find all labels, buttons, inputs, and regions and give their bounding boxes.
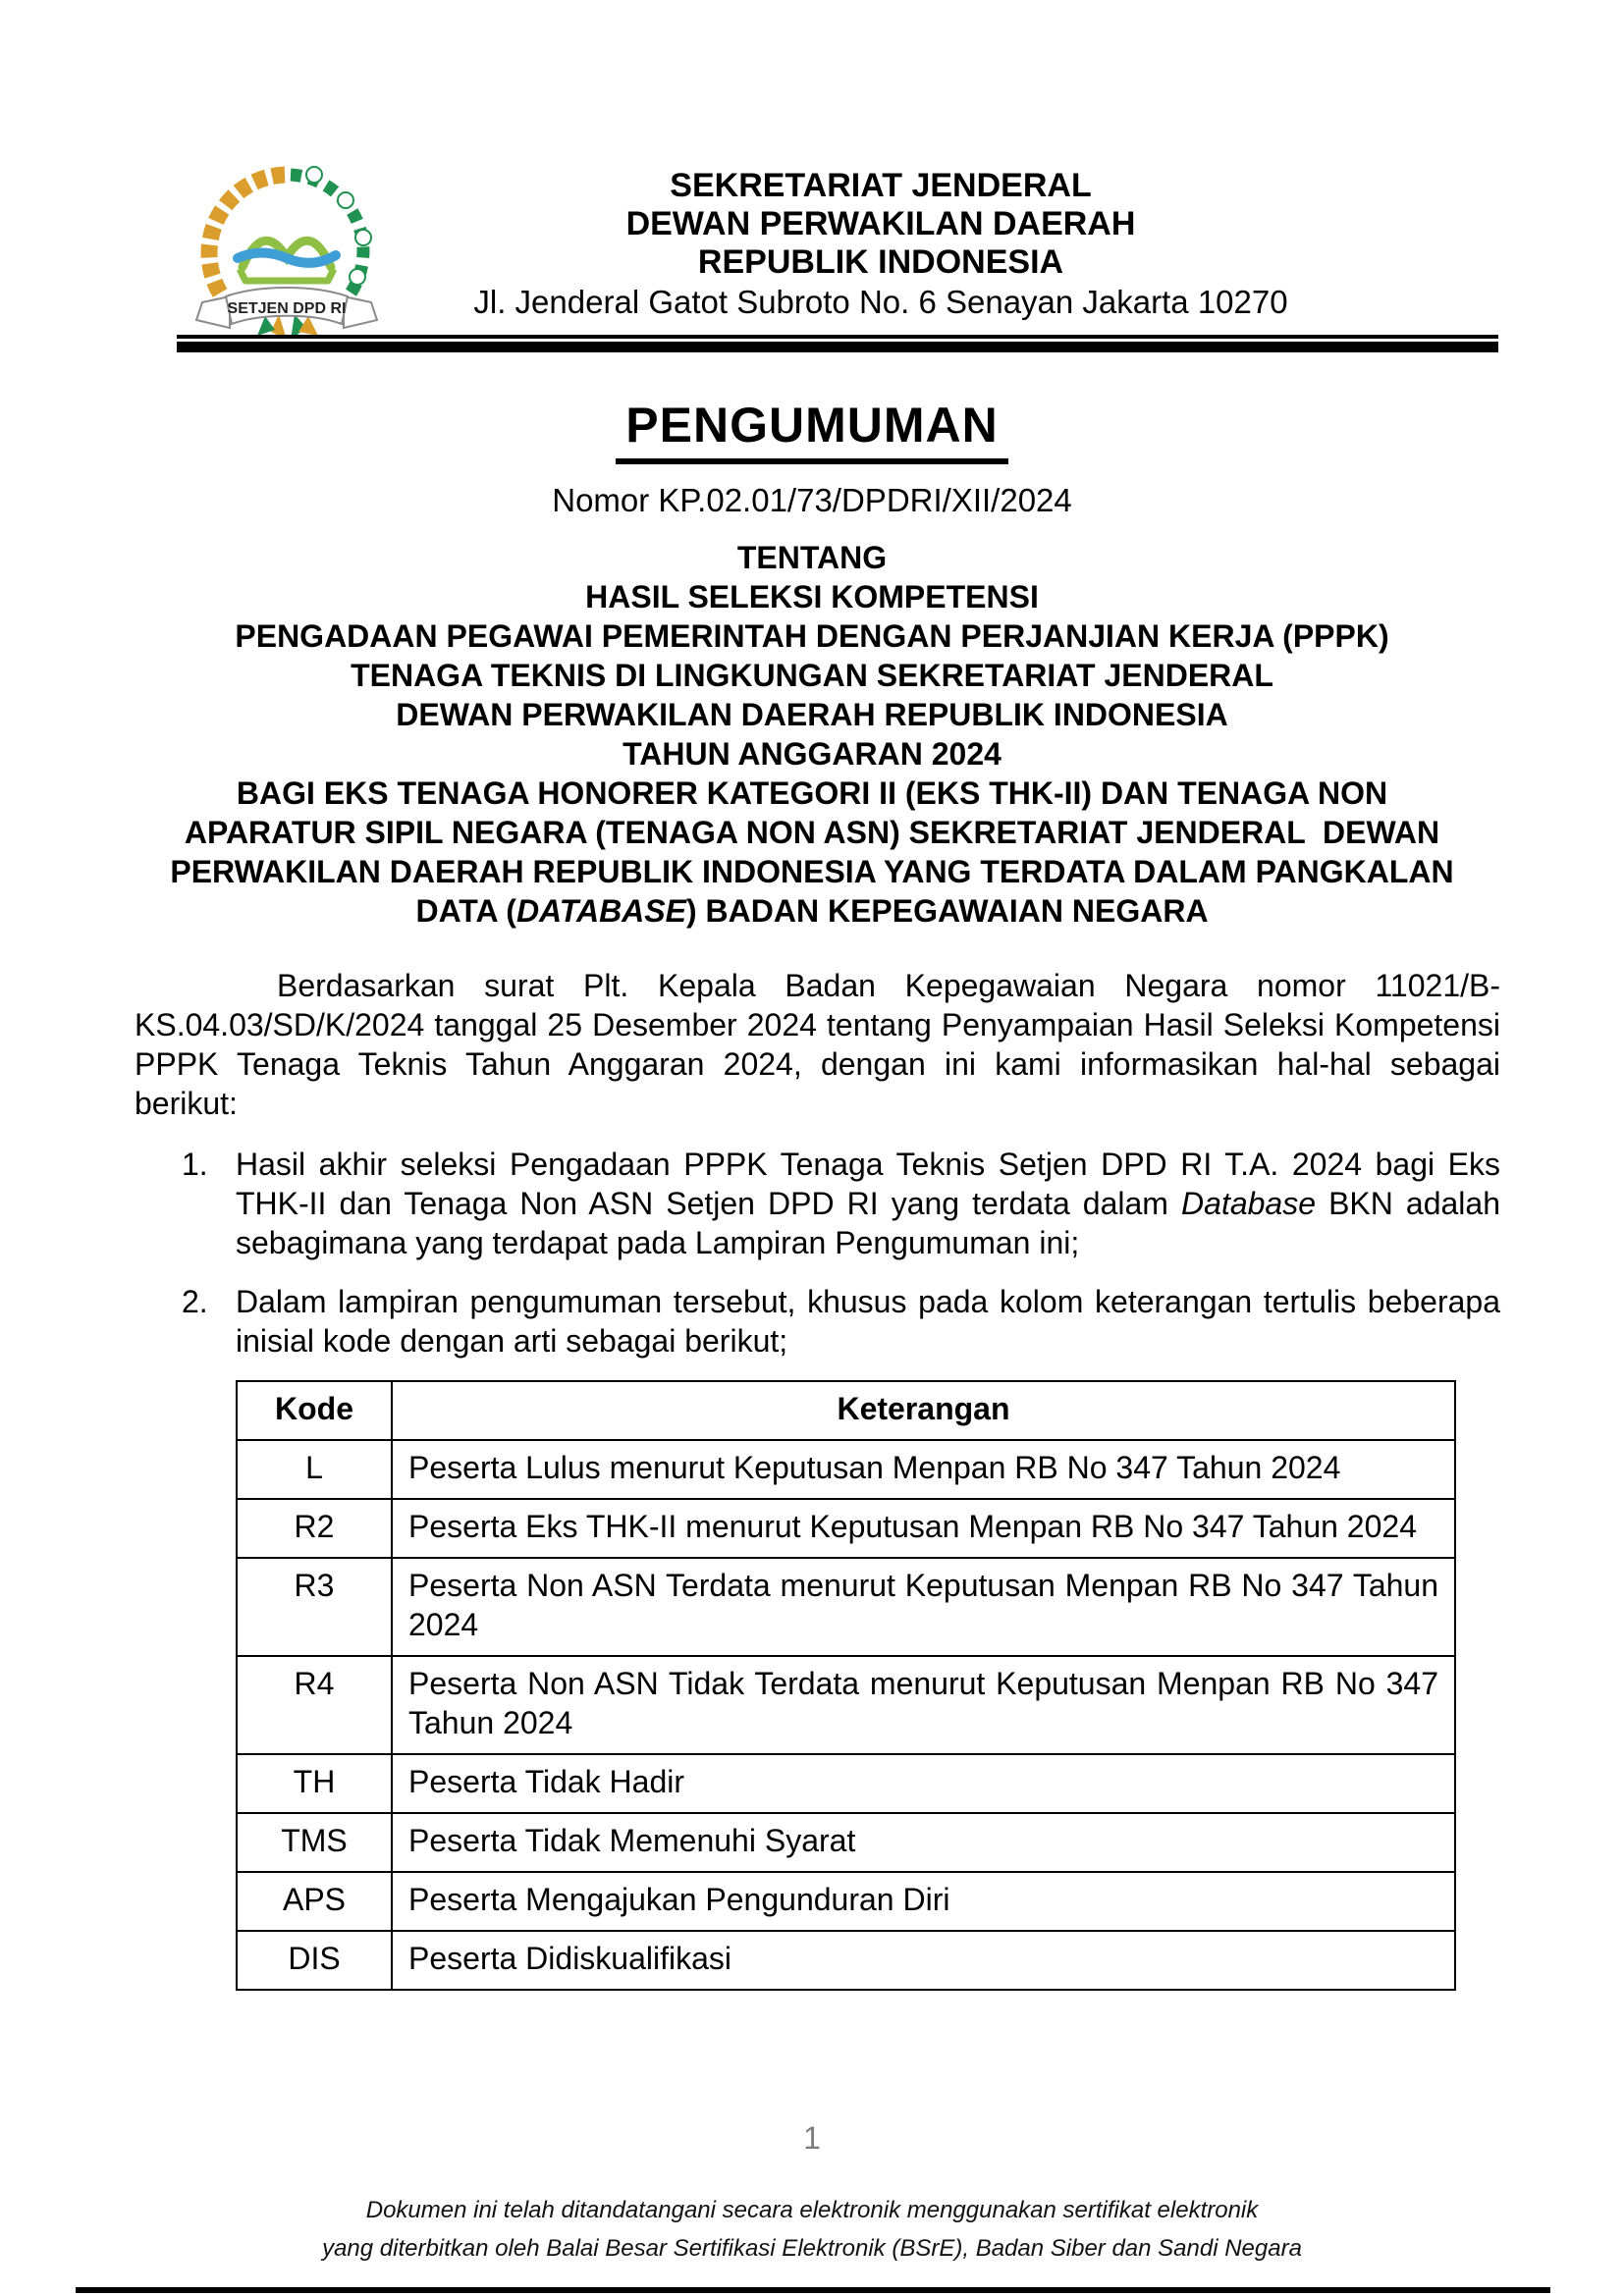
page-bottom-rule [76, 2287, 1550, 2293]
column-header-keterangan: Keterangan [392, 1381, 1455, 1440]
kode-cell: R2 [237, 1499, 392, 1558]
kode-cell: L [237, 1440, 392, 1499]
about-label: TENTANG [736, 540, 888, 575]
item-1-text-after: BKN adalah sebagimana yang terdapat pada Lampiran Pengumuman ini; [236, 1186, 1501, 1260]
keterangan-cell: Peserta Tidak Memenuhi Syarat [392, 1813, 1455, 1872]
letterhead-divider [177, 335, 1498, 352]
table-row [237, 1813, 1455, 1872]
item-2-text: Dalam lampiran pengumuman tersebut, khusus pada kolom keterangan tertulis beberapa inisial kode dengan arti sebagai berikut; [236, 1284, 1500, 1359]
item-number: 1. [182, 1147, 208, 1182]
org-address: Jl. Jenderal Gatot Subroto No. 6 Senayan Jakarta 10270 [473, 284, 1288, 320]
keterangan-cell: Peserta Mengajukan Pengunduran Diri [392, 1872, 1455, 1931]
column-header-kode: Kode [237, 1381, 392, 1440]
subject-line-database [0, 891, 1624, 931]
keterangan-cell: Peserta Non ASN Tidak Terdata menurut Keputusan Menpan RB No 347 Tahun 2024 [392, 1656, 1455, 1754]
keterangan-cell: Peserta Non ASN Terdata menurut Keputusan Menpan RB No 347 Tahun 2024 [392, 1558, 1455, 1656]
ribbon-tail-left [196, 296, 230, 328]
table-row [237, 1440, 1455, 1499]
keterangan-cell: Peserta Eks THK-II menurut Keputusan Menpan RB No 347 Tahun 2024 [392, 1499, 1455, 1558]
table-header-row [237, 1381, 1455, 1440]
subject-db-suffix: ) BADAN KEPEGAWAIAN NEGARA [685, 893, 1209, 929]
table-row [237, 1872, 1455, 1931]
org-name-line-2: DEWAN PERWAKILAN DAERAH [625, 205, 1136, 242]
keterangan-cell: Peserta Tidak Hadir [392, 1754, 1455, 1813]
item-1-text-before: Hasil akhir seleksi Pengadaan PPPK Tenaga Teknis Setjen DPD RI T.A. 2024 bagi Eks THK-II dan Tenaga Non ASN Setjen DPD RI yang terdata dalam [236, 1147, 1500, 1221]
signature-note-line-1: Dokumen ini telah ditandatangani secara elektronik menggunakan sertifikat elektronik [365, 2197, 1259, 2223]
org-name-line-1: SEKRETARIAT JENDERAL [670, 167, 1092, 204]
subject-line: TAHUN ANGGARAN 2024 [623, 736, 1001, 772]
table-row [237, 1656, 1455, 1754]
table-row [237, 1558, 1455, 1656]
kode-cell: TMS [237, 1813, 392, 1872]
subject-db-italic: DATABASE [515, 893, 686, 929]
subject-line: DEWAN PERWAKILAN DAERAH REPUBLIK INDONESIA [396, 697, 1228, 732]
subject-db-prefix: DATA ( [415, 893, 516, 929]
table-row [237, 1754, 1455, 1813]
document-number: Nomor KP.02.01/73/DPDRI/XII/2024 [552, 482, 1072, 518]
keterangan-cell: Peserta Lulus menurut Keputusan Menpan RB No 347 Tahun 2024 [392, 1440, 1455, 1499]
subject-line: PERWAKILAN DAERAH REPUBLIK INDONESIA YANG TERDATA DALAM PANGKALAN [170, 854, 1454, 889]
title-block [0, 397, 1624, 931]
kode-cell: R4 [237, 1656, 392, 1754]
subject-line: HASIL SELEKSI KOMPETENSI [585, 579, 1039, 614]
subject-line: TENAGA TEKNIS DI LINGKUNGAN SEKRETARIAT JENDERAL [351, 658, 1273, 693]
item-number: 2. [182, 1284, 208, 1319]
signature-note-line-2: yang diterbitkan oleh Balai Besar Sertifikasi Elektronik (BSrE), Badan Siber dan Sandi Negara [322, 2235, 1302, 2262]
document-title: PENGUMUMAN [616, 397, 1007, 464]
opening-paragraph: Berdasarkan surat Plt. Kepala Badan Kepegawaian Negara nomor 11021/B-KS.04.03/SD/K/2024 tanggal 25 Desember 2024 tentang Penyampaian Hasil Seleksi Kompetensi PPPK Tenaga Teknis Tahun Anggaran 2024, dengan ini kami informasikan hal-hal sebagai berikut: [135, 968, 1500, 1121]
org-name-line-3: REPUBLIK INDONESIA [697, 243, 1064, 281]
subject-line: BAGI EKS TENAGA HONORER KATEGORI II (EKS THK-II) DAN TENAGA NON [236, 775, 1388, 811]
item-1-italic: Database [1181, 1186, 1317, 1221]
kode-cell: TH [237, 1754, 392, 1813]
kode-cell: DIS [237, 1931, 392, 1990]
logo-ribbon-text: SETJEN DPD RI [227, 300, 347, 317]
numbered-item-1 [135, 1145, 1500, 1262]
letterhead [295, 167, 1467, 323]
subject-line: APARATUR SIPIL NEGARA (TENAGA NON ASN) SEKRETARIAT JENDERAL DEWAN [184, 815, 1440, 850]
code-legend-table [236, 1380, 1456, 1991]
divider-thick-line [177, 342, 1498, 352]
numbered-item-2 [135, 1282, 1500, 1361]
leaf-green [257, 316, 275, 336]
subject-block [0, 577, 1624, 931]
keterangan-cell: Peserta Didiskualifikasi [392, 1931, 1455, 1990]
table-row [237, 1499, 1455, 1558]
electronic-signature-note [0, 2191, 1624, 2268]
kode-cell: R3 [237, 1558, 392, 1656]
document-body [135, 966, 1500, 1991]
page-number: 1 [803, 2120, 821, 2156]
kode-cell: APS [237, 1872, 392, 1931]
subject-line: PENGADAAN PEGAWAI PEMERINTAH DENGAN PERJANJIAN KERJA (PPPK) [235, 618, 1389, 654]
table-row [237, 1931, 1455, 1990]
